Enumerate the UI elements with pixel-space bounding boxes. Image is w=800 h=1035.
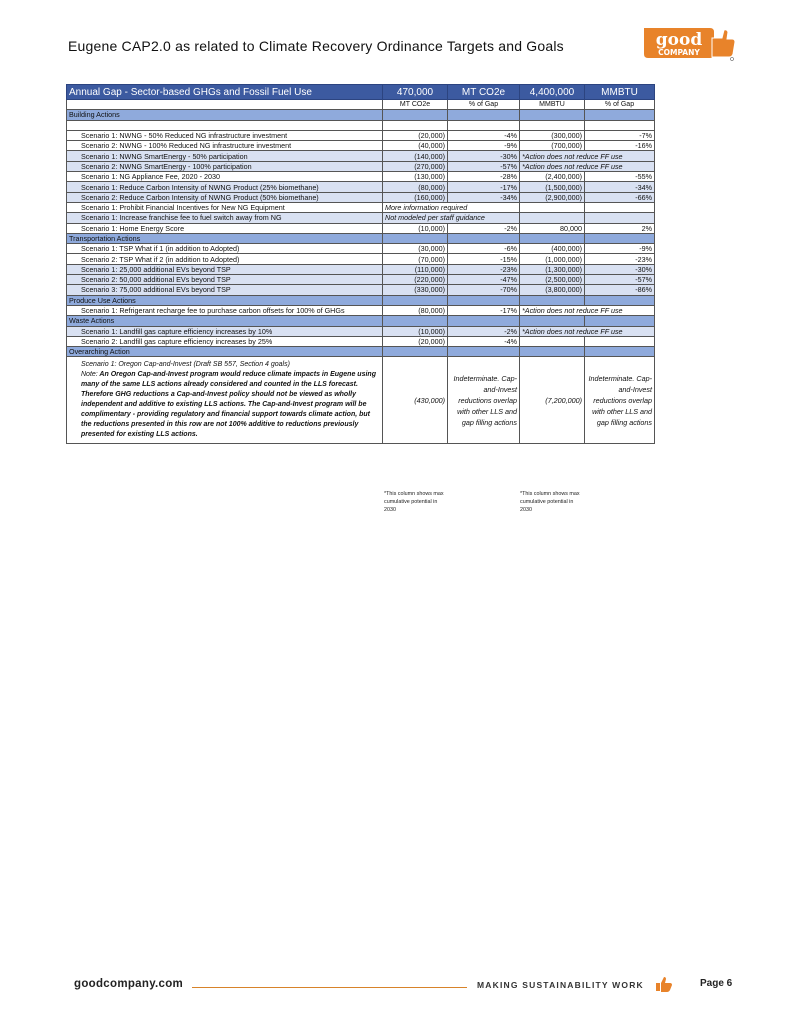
table-row: Scenario 1: Landfill gas capture efficiency increases by 10% (10,000) -2% *Action does not reduce FF use <box>67 326 655 336</box>
table-row: Scenario 3: 75,000 additional EVs beyond TSP (330,000) -70% (3,800,000) -86% <box>67 285 655 295</box>
good-company-logo <box>640 24 736 62</box>
registered-mark-icon <box>730 57 733 60</box>
gap-co2-value: 470,000 <box>383 85 448 100</box>
note-prefix: Note: <box>81 371 98 379</box>
thumbs-up-icon <box>712 30 735 57</box>
logo-text-company: COMPANY <box>658 48 700 57</box>
section-label: Transportation Actions <box>67 233 383 243</box>
page-title: Eugene CAP2.0 as related to Climate Recovery Ordinance Targets and Goals <box>68 38 564 54</box>
table-row: Scenario 2: TSP What if 2 (in addition to Adopted) (70,000) -15% (1,000,000) -23% <box>67 254 655 264</box>
section-row <box>67 295 655 305</box>
overarching-row <box>67 357 655 444</box>
table-header-row <box>67 85 655 100</box>
subheader-co2-pct: % of Gap <box>448 100 520 110</box>
section-label: Waste Actions <box>67 316 383 326</box>
footer-site[interactable]: goodcompany.com <box>74 978 184 990</box>
spacer-row <box>67 120 655 130</box>
overarching-description <box>67 357 383 444</box>
table-row: Scenario 2: 50,000 additional EVs beyond TSP (220,000) -47% (2,500,000) -57% <box>67 275 655 285</box>
gap-ff-unit: MMBTU <box>585 85 655 100</box>
section-label: Produce Use Actions <box>67 295 383 305</box>
logo-text-good: good <box>655 30 703 50</box>
gap-ff-value: 4,400,000 <box>520 85 585 100</box>
note-body: An Oregon Cap-and-Invest program would reduce climate impacts in Eugene using many of the same LLS actions already considered and counted in the LLS forecast. Therefore GHG reductions a Cap-and-Invest policy should not be viewed as wholly independent and additive to existing LLS actions. The Cap-and-Invest program will be complimentary - providing regulatory and financial support towards climate action, but the reductions presented in this row are not 100% additive to reductions previously presented for existing LLS actions. <box>81 371 376 439</box>
gap-co2-unit: MT CO2e <box>448 85 520 100</box>
table-row: Scenario 1: Prohibit Financial Incentives for New NG Equipment More information required <box>67 202 655 212</box>
page-number: Page 6 <box>700 978 733 989</box>
subheader-ff-pct: % of Gap <box>585 100 655 110</box>
table-row: Scenario 1: Reduce Carbon Intensity of NWNG Product (25% biomethane) (80,000) -17% (1,500,000) -34% <box>67 182 655 192</box>
section-row <box>67 316 655 326</box>
section-row <box>67 233 655 243</box>
section-label: Overarching Action <box>67 347 383 357</box>
overarching-co2-text: Indeterminate. Cap-and-Invest reductions overlap with other LLS and gap filling actions <box>448 357 520 444</box>
table-row: Scenario 1: 25,000 additional EVs beyond TSP (110,000) -23% (1,300,000) -30% <box>67 264 655 274</box>
overarching-ff: (7,200,000) <box>520 357 585 444</box>
table-row: Scenario 1: TSP What if 1 (in addition to Adopted) (30,000) -6% (400,000) -9% <box>67 244 655 254</box>
subheader-ff: MMBTU <box>520 100 585 110</box>
table-row: Scenario 1: Refrigerant recharge fee to purchase carbon offsets for 100% of GHGs (80,000) -17% *Action does not reduce FF use <box>67 305 655 315</box>
section-row <box>67 110 655 120</box>
footnote-ff: *This column shows max cumulative potential in 2030 <box>520 491 580 513</box>
sub-header-row <box>67 100 655 110</box>
table-row: Scenario 2: Reduce Carbon Intensity of NWNG Product (50% biomethane) (160,000) -34% (2,900,000) -66% <box>67 192 655 202</box>
table-row: Scenario 1: Increase franchise fee to fuel switch away from NG Not modeled per staff guidance <box>67 213 655 223</box>
table-row: Scenario 1: NWNG SmartEnergy - 50% participation (140,000) -30% *Action does not reduce FF use <box>67 151 655 161</box>
overarching-co2: (430,000) <box>383 357 448 444</box>
table-row: Scenario 1: NWNG - 50% Reduced NG infrastructure investment (20,000) -4% (300,000) -7% <box>67 130 655 140</box>
overarching-ff-text: Indeterminate. Cap-and-Invest reductions overlap with other LLS and gap filling actions <box>585 357 655 444</box>
table-row: Scenario 1: Home Energy Score (10,000) -2% 80,000 2% <box>67 223 655 233</box>
subheader-co2: MT CO2e <box>383 100 448 110</box>
table-row: Scenario 1: NG Appliance Fee, 2020 - 2030 (130,000) -28% (2,400,000) -55% <box>67 172 655 182</box>
footer-slogan: MAKING SUSTAINABILITY WORK <box>477 980 644 990</box>
table-row: Scenario 2: Landfill gas capture efficiency increases by 25% (20,000) -4% <box>67 336 655 346</box>
section-label: Building Actions <box>67 110 383 120</box>
table-row: Scenario 2: NWNG - 100% Reduced NG infrastructure investment (40,000) -9% (700,000) -16% <box>67 141 655 151</box>
overarching-title: Scenario 1: Oregon Cap-and-Invest (Draft SB 557, Section 4 goals) <box>81 361 290 369</box>
footer-divider <box>192 987 467 988</box>
gap-table <box>66 84 655 444</box>
section-row <box>67 347 655 357</box>
table-title: Annual Gap - Sector-based GHGs and Fossil Fuel Use <box>67 85 383 100</box>
thumbs-up-icon <box>655 976 673 992</box>
table-row: Scenario 2: NWNG SmartEnergy - 100% participation (270,000) -57% *Action does not reduce FF use <box>67 161 655 171</box>
footnote-co2: *This column shows max cumulative potential in 2030 <box>384 491 444 513</box>
